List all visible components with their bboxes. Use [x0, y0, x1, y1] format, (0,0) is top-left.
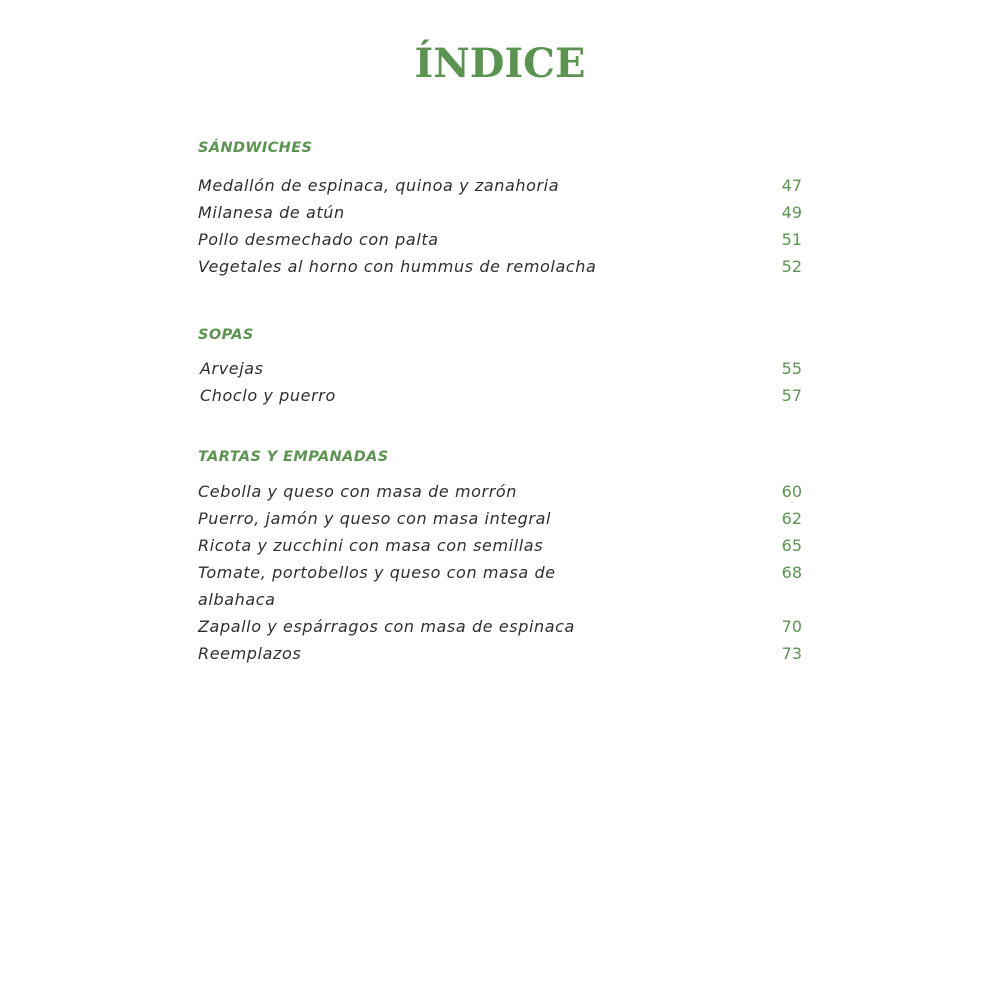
toc-entry-page: 68 [781, 563, 802, 582]
toc-entry-page: 55 [781, 359, 802, 378]
toc-entry-page: 47 [781, 176, 802, 195]
section-heading-tartas-y-empanadas: TARTAS Y EMPANADAS [198, 449, 389, 465]
toc-entry-label: Cebolla y queso con masa de morrón [198, 482, 518, 501]
toc-entry-label: Milanesa de atún [198, 203, 345, 222]
toc-entry-page: 65 [781, 536, 802, 555]
toc-entry[interactable] [198, 532, 802, 559]
toc-entry-page: 70 [781, 617, 802, 636]
toc-entry-page: 73 [781, 644, 802, 663]
toc-entry-page: 49 [781, 203, 802, 222]
toc-entry-label: Medallón de espinaca, quinoa y zanahoria [198, 176, 560, 195]
toc-entry-page: 51 [781, 230, 802, 249]
toc-entry[interactable] [198, 640, 802, 667]
toc-entry[interactable] [198, 253, 802, 280]
toc-entry[interactable] [198, 382, 802, 409]
toc-entry-page: 60 [781, 482, 802, 501]
toc-entry[interactable] [198, 199, 802, 226]
toc-entry-page: 62 [781, 509, 802, 528]
toc-entry-label: Puerro, jamón y queso con masa integral [198, 509, 552, 528]
toc-entry-label: Ricota y zucchini con masa con semillas [198, 536, 544, 555]
section-heading-sopas: SOPAS [198, 327, 254, 343]
toc-entry-page: 52 [781, 257, 802, 276]
toc-entry-page: 57 [781, 386, 802, 405]
toc-entry[interactable] [198, 355, 802, 382]
toc-entry-label: Vegetales al horno con hummus de remolacha [198, 257, 597, 276]
toc-entry-label: Choclo y puerro [200, 386, 336, 405]
toc-entry[interactable] [198, 226, 802, 253]
toc-entry-label: Tomate, portobellos y queso con masa de albahaca [198, 563, 556, 609]
toc-entry[interactable] [198, 613, 802, 640]
toc-entry-label: Reemplazos [198, 644, 302, 663]
toc-entry-label: Zapallo y espárragos con masa de espinaca [198, 617, 575, 636]
page-title: ÍNDICE [414, 40, 586, 87]
toc-entry-label: Arvejas [200, 359, 264, 378]
toc-entry[interactable] [198, 559, 802, 613]
toc-entry[interactable] [198, 505, 802, 532]
section-heading-sandwiches: SÁNDWICHES [198, 140, 313, 156]
toc-entry[interactable] [198, 478, 802, 505]
toc-entry-label: Pollo desmechado con palta [198, 230, 439, 249]
toc-entry[interactable] [198, 172, 802, 199]
